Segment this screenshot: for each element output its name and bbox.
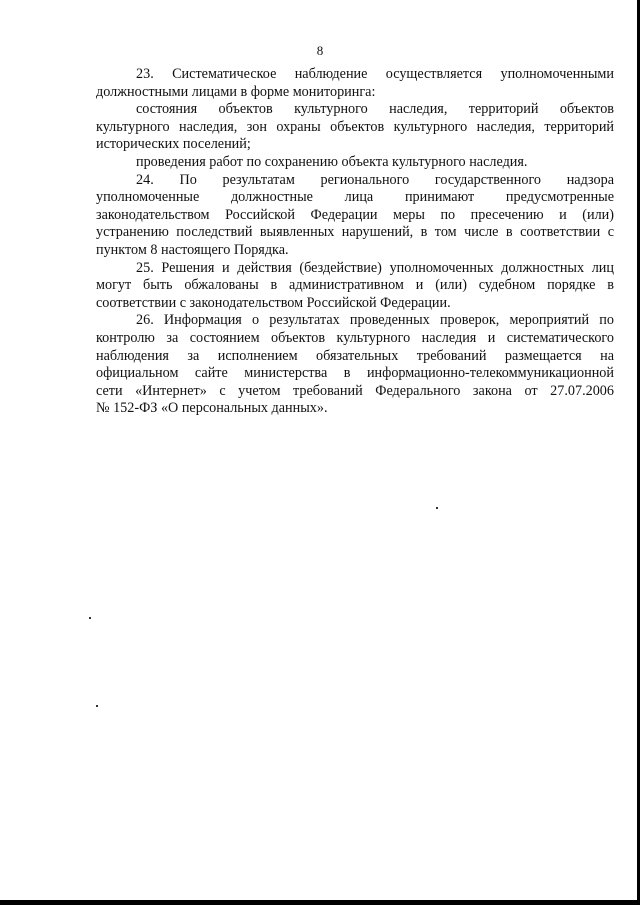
text-line: соответствии с законодательством Российской Федерации. [96, 294, 451, 311]
text-line: 24. По результатам регионального государственного надзора [136, 171, 614, 188]
text-line: уполномоченные должностные лица принимают предусмотренные [96, 189, 614, 206]
text-line: законодательством Российской Федерации меры по пресечению и (или) [96, 206, 614, 223]
text-line: 23. Систематическое наблюдение осуществляется уполномоченными [136, 66, 614, 82]
scan-border-bottom [0, 900, 640, 905]
text-line: состояния объектов культурного наследия, территорий объектов [136, 101, 614, 118]
scan-speck [96, 705, 98, 707]
text-line: 26. Информация о результатах проведенных проверок, мероприятий по [136, 312, 614, 329]
text-line: официальном сайте министерства в информационно-телекоммуникационной [96, 365, 614, 382]
text-line: устранению последствий выявленных нарушений, в том числе в соответствии с [96, 224, 614, 241]
scan-speck [436, 507, 438, 509]
text-line: культурного наследия, зон охраны объектов культурного наследия, территорий [96, 118, 614, 135]
text-line: пунктом 8 настоящего Порядка. [96, 241, 289, 258]
text-line: сети «Интернет» с учетом требований Федерального закона от 27.07.2006 [96, 382, 614, 399]
page-number: 8 [316, 43, 324, 58]
scan-speck [89, 617, 91, 619]
text-line: 25. Решения и действия (бездействие) уполномоченных должностных лиц [136, 259, 614, 276]
text-line: № 152-ФЗ «О персональных данных». [96, 400, 328, 417]
text-line: могут быть обжалованы в административном и (или) судебном порядке в [96, 277, 614, 294]
text-line: наблюдения за исполнением обязательных требований размещается на [96, 347, 614, 364]
text-line: должностными лицами в форме мониторинга: [96, 83, 376, 100]
text-line: контролю за состоянием объектов культурного наследия и систематического [96, 329, 614, 346]
document-body [96, 66, 614, 418]
text-line: исторических поселений; [96, 136, 251, 153]
text-line: проведения работ по сохранению объекта культурного наследия. [136, 153, 528, 170]
